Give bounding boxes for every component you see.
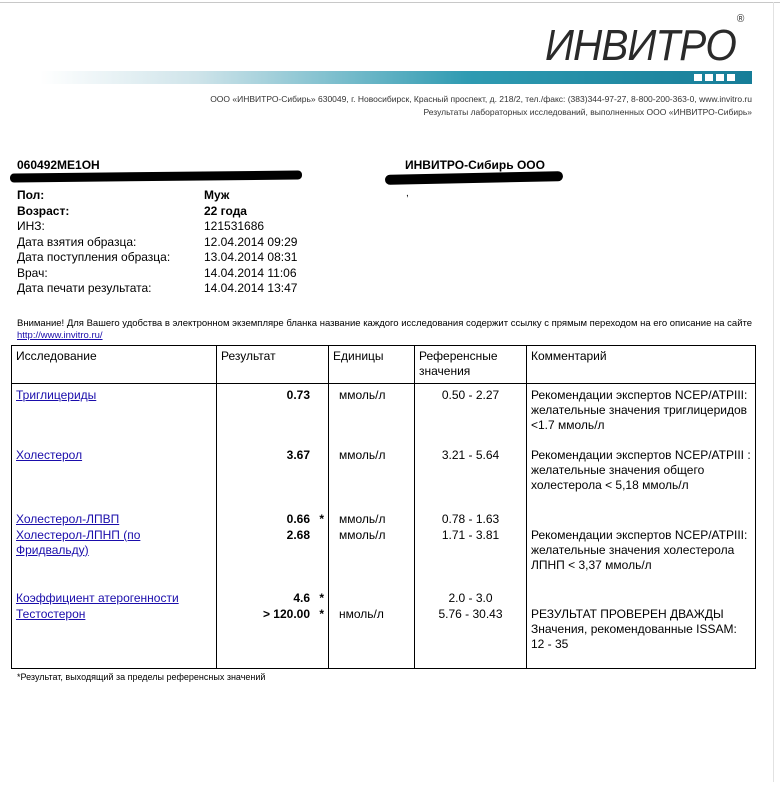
units-value: ммоль/л (329, 512, 415, 528)
redaction-bar (385, 171, 563, 185)
address-line: ООО «ИНВИТРО-Сибирь» 630049, г. Новосибирск, Красный проспект, д. 218/2, тел./факс: (383)344-97-27, 8-800-200-363-0, www.invitro.ru (210, 94, 752, 104)
footnote: *Результат, выходящий за пределы референсных значений (17, 672, 266, 682)
table-row (12, 448, 756, 512)
test-link-atherogenic-index[interactable]: Коэффициент атерогенности (16, 590, 179, 605)
result-value: 0.66 (286, 511, 310, 526)
info-label: Дата поступления образца: (17, 250, 171, 264)
comment-cell (527, 607, 756, 669)
comment-text-secondary: Значения, рекомендованные ISSAM: 12 - 35 (531, 621, 737, 651)
comment-text (527, 591, 756, 607)
units-value: ммоль/л (329, 384, 415, 448)
result-value: 3.67 (286, 447, 310, 462)
test-link-triglycerides[interactable]: Триглицериды (16, 388, 97, 402)
test-link-ldl[interactable]: Холестерол-ЛПНП (по Фридвальду) (16, 527, 141, 557)
stray-comma: , (406, 188, 409, 199)
lab-name: ИНВИТРО-Сибирь ООО (405, 158, 545, 172)
units-value: ммоль/л (329, 448, 415, 512)
test-link-cholesterol[interactable]: Холестерол (16, 447, 83, 462)
invitro-link[interactable]: http://www.invitro.ru/ (17, 330, 103, 341)
subtitle-line: Результаты лабораторных исследований, выполненных ООО «ИНВИТРО-Сибирь» (423, 107, 752, 117)
test-link-hdl[interactable]: Холестерол-ЛПВП (16, 511, 120, 526)
info-label: Врач: (17, 265, 48, 280)
info-value: Муж (204, 188, 230, 202)
comment-text: Рекомендации экспертов NCEP/ATPIII : желательные значения общего холестерола < 5,18 ммоль/л (527, 448, 756, 512)
header-units: Единицы (329, 346, 415, 384)
result-flag: * (319, 511, 324, 526)
table-row (12, 607, 756, 669)
info-label: Пол: (17, 188, 45, 202)
units-value: ммоль/л (329, 528, 415, 591)
info-value: 12.04.2014 09:29 (204, 234, 298, 249)
page-right-border (773, 2, 774, 782)
results-table (11, 345, 756, 669)
table-row (12, 591, 756, 607)
info-label: ИНЗ: (17, 219, 45, 233)
header-comment: Комментарий (527, 346, 756, 384)
ref-value: 2.0 - 3.0 (415, 591, 527, 607)
table-row (12, 512, 756, 528)
comment-text: Рекомендации экспертов NCEP/ATPIII: желательные значения холестерола ЛПНП < 3,37 ммоль/л (527, 528, 756, 591)
info-value: 22 года (204, 203, 247, 218)
ref-value: 1.71 - 3.81 (415, 528, 527, 591)
ref-value: 0.78 - 1.63 (415, 512, 527, 528)
info-label: Возраст: (17, 203, 70, 218)
info-label: Дата взятия образца: (17, 234, 137, 249)
header-result: Результат (217, 346, 329, 384)
logo-squares-icon (694, 74, 735, 81)
comment-text: РЕЗУЛЬТАТ ПРОВЕРЕН ДВАЖДЫ (531, 606, 724, 621)
info-value: 14.04.2014 11:06 (204, 265, 297, 280)
result-flag: * (319, 590, 324, 605)
test-link-testosterone[interactable]: Тестостерон (16, 606, 86, 621)
table-row (12, 528, 756, 591)
header-name: Исследование (12, 346, 217, 384)
patient-id: 060492ME1OH (17, 158, 100, 172)
result-value: 2.68 (286, 527, 310, 542)
ref-value: 0.50 - 2.27 (415, 384, 527, 448)
info-value: 121531686 (204, 219, 265, 233)
units-value: нмоль/л (329, 607, 415, 669)
invitro-logo: ИНВИТРО® (545, 13, 744, 70)
info-value: 13.04.2014 08:31 (204, 250, 298, 264)
comment-text: Рекомендации экспертов NCEP/ATPIII: желательные значения триглицеридов <1.7 ммоль/л (527, 384, 756, 448)
header-ref: Референсные значения (415, 346, 527, 384)
result-value: > 120.00 (262, 606, 310, 621)
result-flag: * (319, 606, 324, 621)
notice-text: Внимание! Для Вашего удобства в электронном экземпляре бланка название каждого исследования содержит ссылку с прямым переходом на его описание на сайте http://www.invitro.ru/ (17, 318, 753, 341)
header-address (210, 93, 752, 119)
header-color-band (40, 71, 752, 84)
info-value: 14.04.2014 13:47 (204, 281, 298, 295)
page-top-border (0, 2, 780, 3)
comment-text (527, 512, 756, 528)
info-label: Дата печати результата: (17, 281, 152, 295)
result-value: 4.6 (293, 590, 310, 605)
ref-value: 5.76 - 30.43 (415, 607, 527, 669)
table-row (12, 384, 756, 448)
ref-value: 3.21 - 5.64 (415, 448, 527, 512)
units-value (329, 591, 415, 607)
table-header-row (12, 346, 756, 384)
redaction-bar (10, 170, 302, 182)
result-value: 0.73 (286, 388, 310, 402)
